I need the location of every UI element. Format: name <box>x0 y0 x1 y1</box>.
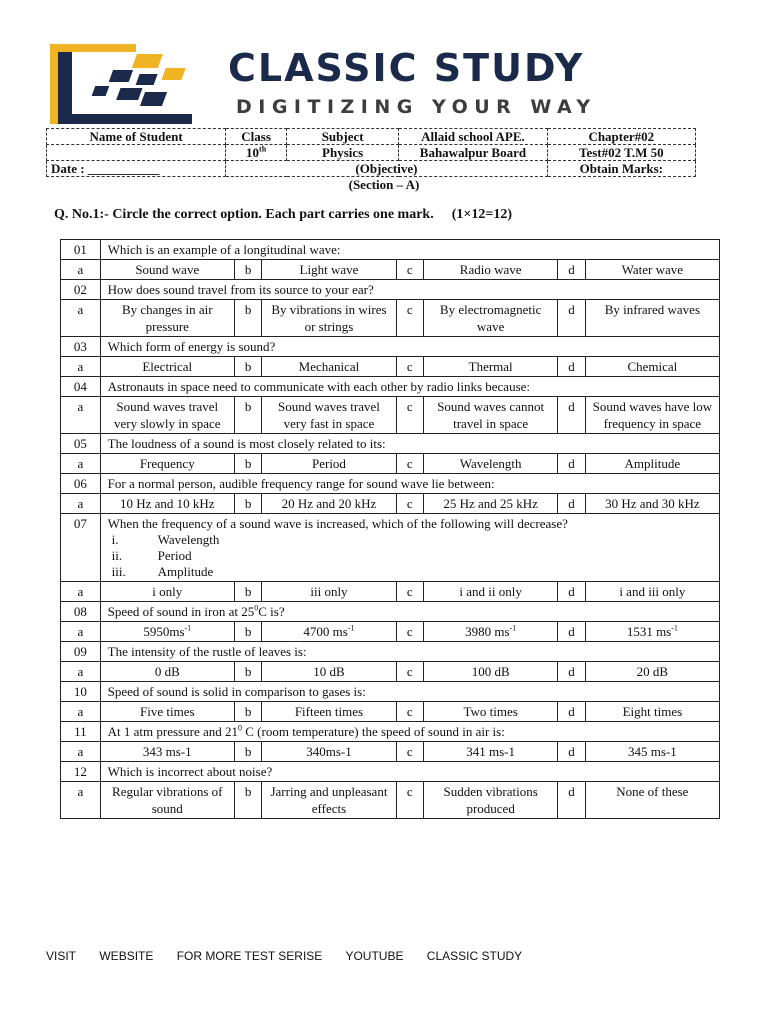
question-number: 01 <box>61 240 101 260</box>
option-b <box>262 782 396 819</box>
option-a <box>100 742 234 762</box>
brand-name: CLASSIC STUDY <box>228 46 585 90</box>
instruction-marks: (1×12=12) <box>451 207 513 222</box>
question-number: 05 <box>61 434 101 454</box>
option-text: i and ii only <box>459 584 522 599</box>
footer-classic-study: CLASSIC STUDY <box>426 949 523 963</box>
option-a <box>100 582 234 602</box>
option-letter: b <box>234 782 261 819</box>
question-text-main: The loudness of a sound is most closely related to its: <box>107 436 386 451</box>
option-a <box>100 622 234 642</box>
question-row <box>61 377 720 397</box>
option-c <box>424 622 558 642</box>
option-letter: c <box>396 397 423 434</box>
question-text-main: How does sound travel from its source to your ear? <box>107 282 374 297</box>
option-letter: d <box>558 357 585 377</box>
question-text-end: C (room temperature) the speed of sound in air is: <box>242 724 505 739</box>
options-row <box>61 357 720 377</box>
option-text: Frequency <box>139 456 195 471</box>
option-d <box>585 357 719 377</box>
option-a <box>100 662 234 682</box>
option-text: Amplitude <box>624 456 681 471</box>
option-text: 20 dB <box>636 664 669 679</box>
option-letter: a <box>61 702 101 722</box>
option-b <box>262 300 396 337</box>
instruction-text: Q. No.1:- Circle the correct option. Each part carries one mark. <box>54 207 434 222</box>
option-c <box>424 454 558 474</box>
question-text-main: Which is incorrect about noise? <box>107 764 273 779</box>
option-text: Sound wave <box>135 262 200 277</box>
option-text: 5950ms <box>143 624 185 639</box>
option-text: Five times <box>140 704 195 719</box>
option-c <box>424 742 558 762</box>
option-d <box>585 702 719 722</box>
question-number: 12 <box>61 762 101 782</box>
option-c <box>424 357 558 377</box>
option-letter: b <box>234 260 261 280</box>
option-b <box>262 582 396 602</box>
option-letter: b <box>234 582 261 602</box>
option-text: By changes in air pressure <box>121 302 213 334</box>
question-row <box>61 337 720 357</box>
option-text: By vibrations in wires or strings <box>271 302 387 334</box>
option-b <box>262 742 396 762</box>
option-text: Fifteen times <box>294 704 364 719</box>
option-letter: d <box>558 702 585 722</box>
option-letter: c <box>396 454 423 474</box>
option-letter: b <box>234 454 261 474</box>
option-b <box>262 454 396 474</box>
sub-item <box>108 532 715 548</box>
option-letter: c <box>396 300 423 337</box>
option-text: Two times <box>463 704 518 719</box>
option-letter: a <box>61 622 101 642</box>
option-text: Jarring and unpleasant effects <box>270 784 388 816</box>
option-text: 0 dB <box>154 664 180 679</box>
option-letter: c <box>396 582 423 602</box>
option-letter: b <box>234 494 261 514</box>
option-text: By electromagnetic wave <box>439 302 542 334</box>
option-text: 3980 ms <box>465 624 510 639</box>
option-text: Water wave <box>621 262 684 277</box>
option-c <box>424 397 558 434</box>
option-b <box>262 622 396 642</box>
option-letter: b <box>234 397 261 434</box>
chapter-number: Chapter#02 <box>547 129 695 145</box>
question-number: 09 <box>61 642 101 662</box>
option-letter: a <box>61 397 101 434</box>
option-text: i only <box>152 584 183 599</box>
school-name: Allaid school APE. <box>399 129 547 145</box>
option-text: 1531 ms <box>626 624 672 639</box>
option-text: 340ms-1 <box>306 744 352 759</box>
option-d <box>585 582 719 602</box>
option-text: Sound waves travel very slowly in space <box>114 399 221 431</box>
option-c <box>424 260 558 280</box>
question-text <box>100 377 719 397</box>
option-d <box>585 300 719 337</box>
option-text: Light wave <box>299 262 359 277</box>
option-a <box>100 782 234 819</box>
option-b <box>262 662 396 682</box>
question-text-main: Astronauts in space need to communicate with each other by radio links because: <box>107 379 531 394</box>
option-d <box>585 494 719 514</box>
test-info: Test#02 T.M 50 <box>547 145 695 161</box>
board-name: Bahawalpur Board <box>399 145 547 161</box>
sub-item <box>108 548 715 564</box>
options-row <box>61 782 720 819</box>
option-text: Radio wave <box>459 262 522 277</box>
option-letter: b <box>234 300 261 337</box>
footer-website: WEBSITE <box>99 949 154 963</box>
option-letter: c <box>396 782 423 819</box>
question-row <box>61 434 720 454</box>
question-row <box>61 474 720 494</box>
options-row <box>61 582 720 602</box>
option-text: Regular vibrations of sound <box>112 784 223 816</box>
option-letter: d <box>558 397 585 434</box>
sub-item-numeral: iii. <box>111 564 126 579</box>
question-row <box>61 280 720 300</box>
option-c <box>424 300 558 337</box>
option-text: 4700 ms <box>303 624 348 639</box>
question-text-main: For a normal person, audible frequency range for sound wave lie between: <box>107 476 495 491</box>
option-a <box>100 494 234 514</box>
option-text: Mechanical <box>298 359 360 374</box>
option-text: Sound waves have low frequency in space <box>592 399 713 431</box>
footer <box>46 949 542 963</box>
option-c <box>424 662 558 682</box>
option-text: 10 Hz and 10 kHz <box>119 496 215 511</box>
question-text-main: Speed of sound is solid in comparison to gases is: <box>107 684 366 699</box>
options-row <box>61 454 720 474</box>
option-text: 343 ms-1 <box>142 744 192 759</box>
class-label: Class <box>226 129 287 145</box>
options-row <box>61 300 720 337</box>
subject-label: Subject <box>287 129 399 145</box>
question-row <box>61 722 720 742</box>
option-letter: c <box>396 702 423 722</box>
question-number: 04 <box>61 377 101 397</box>
option-letter: b <box>234 702 261 722</box>
option-letter: c <box>396 662 423 682</box>
question-text-main: Which form of energy is sound? <box>107 339 276 354</box>
option-letter: c <box>396 494 423 514</box>
option-letter: a <box>61 662 101 682</box>
option-text: Electrical <box>142 359 193 374</box>
option-letter: a <box>61 494 101 514</box>
name-field <box>47 145 226 161</box>
option-letter: d <box>558 622 585 642</box>
option-text: Sound waves cannot travel in space <box>437 399 545 431</box>
sub-item-numeral: ii. <box>111 548 123 563</box>
question-text <box>100 240 719 260</box>
question-text <box>100 474 719 494</box>
option-d <box>585 782 719 819</box>
option-d <box>585 662 719 682</box>
date-label: Date : ___________ <box>47 161 226 177</box>
question-text <box>100 434 719 454</box>
option-b <box>262 494 396 514</box>
class-value: 10th <box>226 145 287 161</box>
option-letter: c <box>396 357 423 377</box>
option-text: Chemical <box>627 359 678 374</box>
option-text: Period <box>311 456 346 471</box>
sub-item-text: Wavelength <box>157 532 220 547</box>
question-number: 08 <box>61 602 101 622</box>
question-text <box>100 682 719 702</box>
footer-visit: VISIT <box>46 949 77 963</box>
question-text-main: At 1 atm pressure and 21 <box>107 724 238 739</box>
option-letter: d <box>558 742 585 762</box>
option-letter: b <box>234 357 261 377</box>
option-letter: a <box>61 582 101 602</box>
option-letter: d <box>558 494 585 514</box>
option-b <box>262 260 396 280</box>
question-text-sup: 0 <box>254 603 259 613</box>
option-sup: -1 <box>184 623 192 633</box>
footer-more-tests: FOR MORE TEST SERISE <box>176 949 323 963</box>
option-letter: c <box>396 622 423 642</box>
section-heading: (Section – A) <box>348 177 420 192</box>
option-d <box>585 742 719 762</box>
option-a <box>100 397 234 434</box>
question-text <box>100 722 719 742</box>
options-row <box>61 662 720 682</box>
question-text <box>100 514 719 582</box>
option-letter: c <box>396 742 423 762</box>
options-row <box>61 397 720 434</box>
option-text: iii only <box>310 584 348 599</box>
question-number: 06 <box>61 474 101 494</box>
option-letter: b <box>234 622 261 642</box>
sub-item <box>108 564 715 580</box>
question-row <box>61 602 720 622</box>
options-row <box>61 260 720 280</box>
question-text-main: Speed of sound in iron at 25 <box>107 604 255 619</box>
option-letter: b <box>234 742 261 762</box>
option-b <box>262 397 396 434</box>
option-sup: -1 <box>671 623 678 633</box>
name-label: Name of Student <box>47 129 226 145</box>
mcq-table <box>60 239 720 819</box>
option-text: Sudden vibrations produced <box>443 784 538 816</box>
question-text-main: The intensity of the rustle of leaves is: <box>107 644 307 659</box>
option-a <box>100 454 234 474</box>
question-text <box>100 337 719 357</box>
options-row <box>61 622 720 642</box>
option-text: By infrared waves <box>604 302 701 317</box>
option-letter: b <box>234 662 261 682</box>
option-letter: a <box>61 782 101 819</box>
sub-item-numeral: i. <box>111 532 119 547</box>
option-c <box>424 494 558 514</box>
brand-tagline: DIGITIZING YOUR WAY <box>236 96 597 118</box>
question-number: 02 <box>61 280 101 300</box>
question-text-main: When the frequency of a sound wave is increased, which of the following will decrease? <box>107 516 568 531</box>
paper-type: (Objective) <box>226 161 547 177</box>
question-text-end: C is? <box>258 604 285 619</box>
question-text-sup: 0 <box>238 723 242 733</box>
option-text: Wavelength <box>459 456 522 471</box>
question-row <box>61 642 720 662</box>
sub-item-text: Amplitude <box>157 564 214 579</box>
classic-study-logo <box>46 40 206 128</box>
options-row <box>61 494 720 514</box>
option-letter: a <box>61 357 101 377</box>
option-text: 100 dB <box>471 664 510 679</box>
option-a <box>100 260 234 280</box>
subject-value: Physics <box>287 145 399 161</box>
option-letter: d <box>558 300 585 337</box>
option-text: Thermal <box>468 359 513 374</box>
option-letter: a <box>61 300 101 337</box>
option-d <box>585 622 719 642</box>
option-letter: a <box>61 260 101 280</box>
option-b <box>262 702 396 722</box>
option-c <box>424 582 558 602</box>
option-text: 341 ms-1 <box>466 744 516 759</box>
option-text: 345 ms-1 <box>627 744 677 759</box>
option-a <box>100 300 234 337</box>
option-text: Eight times <box>622 704 683 719</box>
question-text <box>100 280 719 300</box>
question-number: 03 <box>61 337 101 357</box>
question-number: 10 <box>61 682 101 702</box>
question-text <box>100 642 719 662</box>
question-row <box>61 762 720 782</box>
option-text: 25 Hz and 25 kHz <box>443 496 538 511</box>
option-d <box>585 397 719 434</box>
question-text <box>100 762 719 782</box>
option-a <box>100 702 234 722</box>
option-text: Sound waves travel very fast in space <box>278 399 380 431</box>
option-letter: c <box>396 260 423 280</box>
option-text: 20 Hz and 20 kHz <box>281 496 377 511</box>
question-row <box>61 682 720 702</box>
option-letter: a <box>61 454 101 474</box>
student-info-table <box>46 128 696 177</box>
question-text <box>100 602 719 622</box>
sub-item-text: Period <box>157 548 192 563</box>
option-a <box>100 357 234 377</box>
question-number: 07 <box>61 514 101 582</box>
option-c <box>424 702 558 722</box>
option-letter: d <box>558 662 585 682</box>
options-row <box>61 702 720 722</box>
options-row <box>61 742 720 762</box>
question-row <box>61 240 720 260</box>
footer-youtube: YOUTUBE <box>345 949 404 963</box>
option-text: 10 dB <box>313 664 345 679</box>
option-letter: d <box>558 582 585 602</box>
option-d <box>585 454 719 474</box>
option-d <box>585 260 719 280</box>
option-text: 30 Hz and 30 kHz <box>605 496 700 511</box>
question-number: 11 <box>61 722 101 742</box>
option-b <box>262 357 396 377</box>
option-letter: d <box>558 782 585 819</box>
option-text: i and iii only <box>619 584 686 599</box>
option-sup: -1 <box>347 623 355 633</box>
option-letter: a <box>61 742 101 762</box>
option-letter: d <box>558 260 585 280</box>
question-text-main: Which is an example of a longitudinal wave: <box>107 242 341 257</box>
option-text: None of these <box>616 784 689 799</box>
option-letter: d <box>558 454 585 474</box>
option-sup: -1 <box>509 623 517 633</box>
question-instruction <box>54 207 512 223</box>
obtain-marks-label: Obtain Marks: <box>547 161 695 177</box>
option-c <box>424 782 558 819</box>
question-row <box>61 514 720 582</box>
